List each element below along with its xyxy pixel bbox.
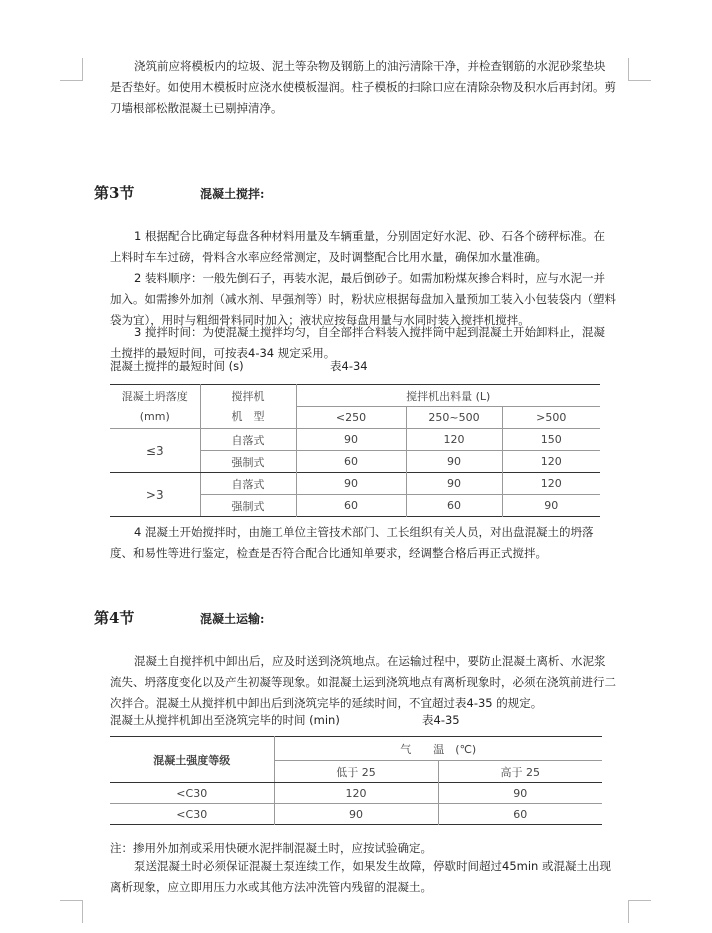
section-3-number: 第3节	[94, 184, 135, 202]
intro-paragraph: 浇筑前应将模板内的垃圾、泥土等杂物及钢筋上的油污清除干净，并检查钢筋的水泥砂浆垫块是否垫好。如使用木模板时应浇水使模板湿润。柱子模板的扫除口应在清除杂物及积水后再封闭。剪刀墙根部松散混凝土已剔掉清净。	[110, 59, 616, 115]
table-4-34	[110, 384, 600, 517]
table-cell: 60	[438, 804, 602, 825]
header-strength-grade: 混凝土强度等级	[110, 737, 274, 783]
crop-mark-bottom-left	[60, 900, 83, 923]
table-cell: 60	[406, 495, 502, 517]
table-cell: 120	[502, 451, 600, 473]
table-cell: 90	[406, 473, 502, 495]
section-3-paragraph-3: 3 搅拌时间：为使混凝土搅拌均匀，自全部拌合料装入搅拌筒中起到混凝土开始卸料止，混凝土搅拌的最短时间，可按表4-34 规定采用。	[110, 325, 605, 360]
header-mixer-type: 搅拌机 机 型	[200, 385, 296, 429]
col-above-25: 高于 25	[438, 761, 602, 783]
section-4-paragraph-2: 泵送混凝土时必须保证混凝土泵连续工作，如果发生故障，停歇时间超过45min 或混凝土出现离析现象，应立即用压力水或其他方法冲洗管内残留的混凝土。	[110, 859, 611, 894]
table-cell: 60	[296, 451, 406, 473]
table-4-35-note: 注：掺用外加剂或采用快硬水泥拌制混凝土时，应按试验确定。	[110, 841, 432, 855]
col-below-25: 低于 25	[274, 761, 438, 783]
table-4-35	[110, 736, 602, 825]
table-cell: 90	[438, 783, 602, 804]
table-cell: 120	[502, 473, 600, 495]
table-4-34-caption-text: 混凝土搅拌的最短时间 (s)	[110, 359, 244, 373]
section-4-number: 第4节	[94, 609, 135, 627]
slump-gt-3: >3	[110, 473, 200, 517]
section-3-heading	[94, 182, 264, 203]
section-4-heading	[94, 607, 264, 628]
table-row-type: 自落式	[200, 429, 296, 451]
header-output-volume: 搅拌机出料量 (L)	[296, 385, 600, 407]
section-3-title: 混凝土搅拌:	[200, 187, 265, 201]
table-4-35-caption-text: 混凝土从搅拌机卸出至浇筑完毕的时间 (min)	[110, 713, 340, 727]
table-cell: 90	[502, 495, 600, 517]
section-4-paragraph-1: 混凝土自搅拌机中卸出后，应及时送到浇筑地点。在运输过程中，要防止混凝土离析、水泥浆流失、坍落度变化以及产生初凝等现象。如混凝土运到浇筑地点有离析现象时，必须在浇筑前进行二次拌合。混凝土从搅拌机中卸出后到浇筑完毕的延续时间，不宜超过表4-35 的规定。	[110, 654, 616, 710]
crop-mark-bottom-right	[628, 900, 651, 923]
table-cell: 120	[406, 429, 502, 451]
table-row-type: 强制式	[200, 451, 296, 473]
table-cell: 90	[274, 804, 438, 825]
table-row-type: 自落式	[200, 473, 296, 495]
table-cell: 60	[296, 495, 406, 517]
col-250-500: 250~500	[406, 407, 502, 429]
table-row-grade: <C30	[176, 786, 208, 800]
table-4-34-caption	[110, 358, 368, 374]
table-cell: 90	[296, 473, 406, 495]
crop-mark-top-right	[628, 58, 651, 81]
slump-le-3: ≤3	[110, 429, 200, 473]
table-row-type: 强制式	[200, 495, 296, 517]
section-3-paragraph-4: 4 混凝土开始搅拌时，由施工单位主管技术部门、工长组织有关人员，对出盘混凝土的坍落度、和易性等进行鉴定，检查是否符合配合比通知单要求，经调整合格后再正式搅拌。	[110, 525, 594, 560]
section-3-paragraph-1: 1 根据配合比确定每盘各种材料用量及车辆重量，分别固定好水泥、砂、石各个磅秤标准。在上料时车车过磅，骨料含水率应经常测定，及时调整配合比用水量，确保加水量准确。	[110, 229, 605, 264]
col-gt-500: >500	[502, 407, 600, 429]
table-cell: 150	[502, 429, 600, 451]
table-cell: 120	[274, 783, 438, 804]
table-4-35-number: 表4-35	[422, 713, 460, 727]
table-row-grade: <C30	[110, 804, 274, 825]
section-4-title: 混凝土运输:	[200, 612, 265, 626]
table-cell: 90	[296, 429, 406, 451]
header-air-temperature: 气 温 (℃)	[274, 737, 602, 761]
table-4-35-caption	[110, 712, 460, 728]
table-4-34-number: 表4-34	[330, 359, 368, 373]
section-3-paragraph-2: 2 装料顺序：一般先倒石子，再装水泥，最后倒砂子。如需加粉煤灰掺合料时，应与水泥一并加入。如需掺外加剂（减水剂、早强剂等）时，粉状应根据每盘加入量预加工装入小包装袋内（塑料袋为宜），用时与粗细骨料同时加入；液状应按每盘用量与水同时装入搅拌机搅拌。	[110, 271, 616, 327]
crop-mark-top-left	[60, 58, 83, 81]
table-cell: 90	[406, 451, 502, 473]
header-slump: 混凝土坍落度 (mm)	[121, 389, 188, 423]
col-lt-250: <250	[296, 407, 406, 429]
